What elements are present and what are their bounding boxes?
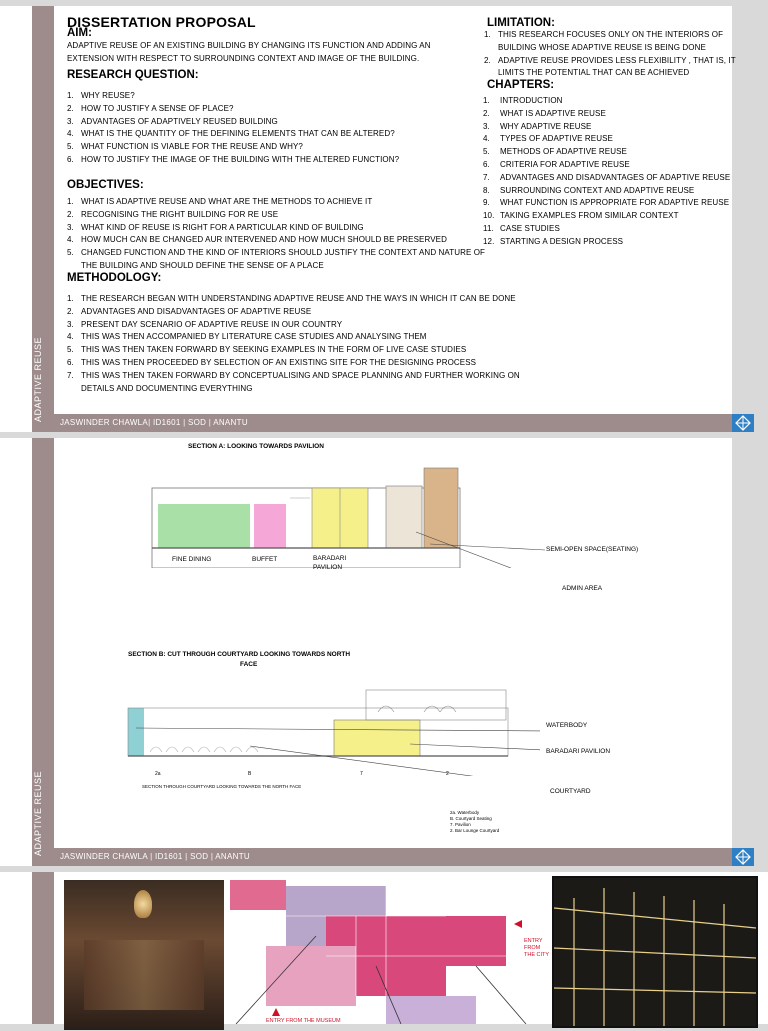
limitation-heading: LIMITATION: xyxy=(487,17,555,29)
tick-label: 2a xyxy=(155,771,161,777)
admin-area-label: ADMIN AREA xyxy=(562,585,603,592)
photos-page xyxy=(0,872,768,1024)
baradari-b-zone xyxy=(334,720,420,756)
chapter-item: 1. INTRODUCTION xyxy=(483,96,563,105)
floor-plan xyxy=(226,876,548,1024)
objective-item: 5. CHANGED FUNCTION AND THE KIND OF INTERIORS SHOULD JUSTIFY THE CONTEXT AND NATURE OF THE BUILDING AND SHOULD DEFINE THE SENSE OF A PLACE xyxy=(67,248,486,270)
fine-dining-zone xyxy=(158,504,250,548)
chapters-heading: CHAPTERS: xyxy=(487,79,555,91)
sections-page xyxy=(0,438,768,866)
methodology-item: 1. THE RESEARCH BEGAN WITH UNDERSTANDING ADAPTIVE REUSE AND THE WAYS IN WHICH IT CAN BE DONE xyxy=(67,294,516,303)
section-b-legend xyxy=(450,810,499,834)
methodology-item: 6. THIS WAS THEN PROCEEDED BY SELECTION OF AN EXISTING SITE FOR THE DESIGNING PROCESS xyxy=(67,357,477,367)
research-item: 4. WHAT IS THE QUANTITY OF THE DEFINING ELEMENTS THAT CAN BE ALTERED? xyxy=(67,129,395,139)
section-a-title: SECTION A: LOOKING TOWARDS PAVILION xyxy=(188,443,324,450)
legend-entry: B. Courtyard Seating xyxy=(450,816,492,821)
section-b-drawing xyxy=(120,686,540,776)
chapter-item: 2. WHAT IS ADAPTIVE REUSE xyxy=(483,108,606,118)
plan-block xyxy=(230,880,286,910)
buffet-label: BUFFET xyxy=(252,556,278,563)
legend-entry: 7. Pavilion xyxy=(450,822,471,827)
chapter-item: 9. WHAT FUNCTION IS APPROPRIATE FOR ADAPTIVE REUSE xyxy=(483,198,730,208)
fine-dining-label: FINE DINING xyxy=(172,556,212,563)
research-item: 5. WHAT FUNCTION IS VIABLE FOR THE REUSE AND WHY? xyxy=(67,142,303,152)
side-band: ADAPTIVE REUSE xyxy=(32,6,54,432)
limitation-item: 2. ADAPTIVE REUSE PROVIDES LESS FLEXIBILITY , THAT IS, IT LIMITS THE POTENTIAL THAT CAN BE ACHIEVED xyxy=(484,55,736,78)
logo-icon xyxy=(732,848,754,866)
section-b-title: SECTION B: CUT THROUGH COURTYARD LOOKING TOWARDS NORTH xyxy=(128,651,351,658)
research-item: 3. ADVANTAGES OF ADAPTIVELY REUSED BUILDING xyxy=(67,116,278,126)
research-heading: RESEARCH QUESTION: xyxy=(67,69,199,81)
footer-bar: JASWINDER CHAWLA | ID1601 | SOD | ANANTU xyxy=(54,848,732,866)
objectives-list xyxy=(67,196,487,273)
side-band: ADAPTIVE REUSE xyxy=(32,438,54,866)
limitation-item: 1. THIS RESEARCH FOCUSES ONLY ON THE INTERIORS OF BUILDING WHOSE ADAPTIVE REUSE IS BEING DONE xyxy=(484,30,724,52)
tick-label: B xyxy=(248,771,252,777)
admin-zone xyxy=(424,468,458,548)
methodology-item: 7. THIS WAS THEN TAKEN FORWARD BY CONCEPTUALISING AND SPACE PLANNING AND FURTHER WORKING ON DETAILS AND DOCUMENTING EVERYTHING xyxy=(67,370,520,393)
entry-city-label: ENTRY FROM THE CITY xyxy=(524,938,550,958)
chapter-item: 10. TAKING EXAMPLES FROM SIMILAR CONTEXT xyxy=(483,211,679,221)
objective-item: 4. HOW MUCH CAN BE CHANGED AUR INTERVENED AND HOW MUCH SHOULD BE PRESERVED xyxy=(67,235,447,245)
right-margin xyxy=(732,438,768,866)
objective-item: 2. RECOGNISING THE RIGHT BUILDING FOR RE USE xyxy=(67,209,279,219)
methodology-heading: METHODOLOGY: xyxy=(67,272,162,284)
research-item: 1. WHY REUSE? xyxy=(67,91,135,100)
lantern-icon xyxy=(134,890,152,918)
methodology-list xyxy=(67,293,537,395)
semi-open-zone xyxy=(386,486,422,548)
plan-block xyxy=(446,916,506,966)
courtyard-label: COURTYARD xyxy=(550,788,591,795)
section-b-title-2: FACE xyxy=(240,661,258,668)
page-title: DISSERTATION PROPOSAL xyxy=(67,14,256,30)
methodology-item: 4. THIS WAS THEN ACCOMPANIED BY LITERATURE CASE STUDIES AND ANALYSING THEM xyxy=(67,332,427,342)
waterbody-zone xyxy=(128,708,144,756)
pavilion-structure xyxy=(554,878,756,1026)
baradari-b-label: BARADARI PAVILION xyxy=(546,748,611,755)
chapter-item: 3. WHY ADAPTIVE REUSE xyxy=(483,121,592,131)
buffet-zone xyxy=(254,504,286,548)
waterbody-label: WATERBODY xyxy=(546,722,588,729)
aim-text: ADAPTIVE REUSE OF AN EXISTING BUILDING BY CHANGING ITS FUNCTION AND ADDING AN EXTENSION WITH RESPECT TO SURROUNDING CONTEXT AND IMAGE OF THE BUILDING. xyxy=(67,41,431,63)
chapter-item: 12. STARTING A DESIGN PROCESS xyxy=(483,236,624,246)
semi-open-label: SEMI-OPEN SPACE(SEATING) xyxy=(546,546,639,553)
legend-entry: 2. Bar Lounge Courtyard xyxy=(450,828,500,833)
research-item: 2. HOW TO JUSTIFY A SENSE OF PLACE? xyxy=(67,103,234,113)
chapter-item: 6. CRITERIA FOR ADAPTIVE REUSE xyxy=(483,159,630,169)
legend-entry: 2a. Waterbody xyxy=(450,810,480,815)
research-list xyxy=(67,90,467,167)
baradari-label: BARADARI PAVILION xyxy=(313,555,347,571)
methodology-item: 2. ADVANTAGES AND DISADVANTAGES OF ADAPTIVE REUSE xyxy=(67,306,312,316)
logo-icon xyxy=(732,414,754,432)
chapter-item: 4. TYPES OF ADAPTIVE REUSE xyxy=(483,134,613,144)
tick-label: 7 xyxy=(360,771,363,777)
tick-label: 2 xyxy=(446,771,449,777)
objectives-heading: OBJECTIVES: xyxy=(67,179,144,191)
chapter-item: 11. CASE STUDIES xyxy=(483,223,560,233)
limitation-list xyxy=(484,29,744,80)
pavilion-photo-right xyxy=(552,876,758,1028)
chapter-item: 8. SURROUNDING CONTEXT AND ADAPTIVE REUSE xyxy=(483,185,695,195)
proposal-page xyxy=(0,6,768,432)
chapters-list xyxy=(483,95,753,249)
aim-heading: AIM: xyxy=(67,27,92,39)
section-b-caption: SECTION THROUGH COURTYARD LOOKING TOWARDS THE NORTH FACE xyxy=(142,784,302,789)
chapter-item: 5. METHODS OF ADAPTIVE REUSE xyxy=(483,147,627,157)
footer-bar: JASWINDER CHAWLA| ID1601 | SOD | ANANTU xyxy=(54,414,732,432)
interior-photo-left xyxy=(64,880,224,1030)
methodology-item: 3. PRESENT DAY SCENARIO OF ADAPTIVE REUSE IN OUR COUNTRY xyxy=(67,319,343,329)
objective-item: 1. WHAT IS ADAPTIVE REUSE AND WHAT ARE THE METHODS TO ACHIEVE IT xyxy=(67,197,373,206)
objective-item: 3. WHAT KIND OF REUSE IS RIGHT FOR A PARTICULAR KIND OF BUILDING xyxy=(67,222,364,232)
methodology-item: 5. THIS WAS THEN TAKEN FORWARD BY SEEKING EXAMPLES IN THE FORM OF LIVE CASE STUDIES xyxy=(67,345,467,355)
research-item: 6. HOW TO JUSTIFY THE IMAGE OF THE BUILDING WITH THE ALTERED FUNCTION? xyxy=(67,154,400,164)
side-band xyxy=(32,872,54,1024)
entry-museum-label: ENTRY FROM THE MUSEUM xyxy=(266,1018,341,1024)
chapter-item: 7. ADVANTAGES AND DISADVANTAGES OF ADAPTIVE REUSE xyxy=(483,172,731,182)
